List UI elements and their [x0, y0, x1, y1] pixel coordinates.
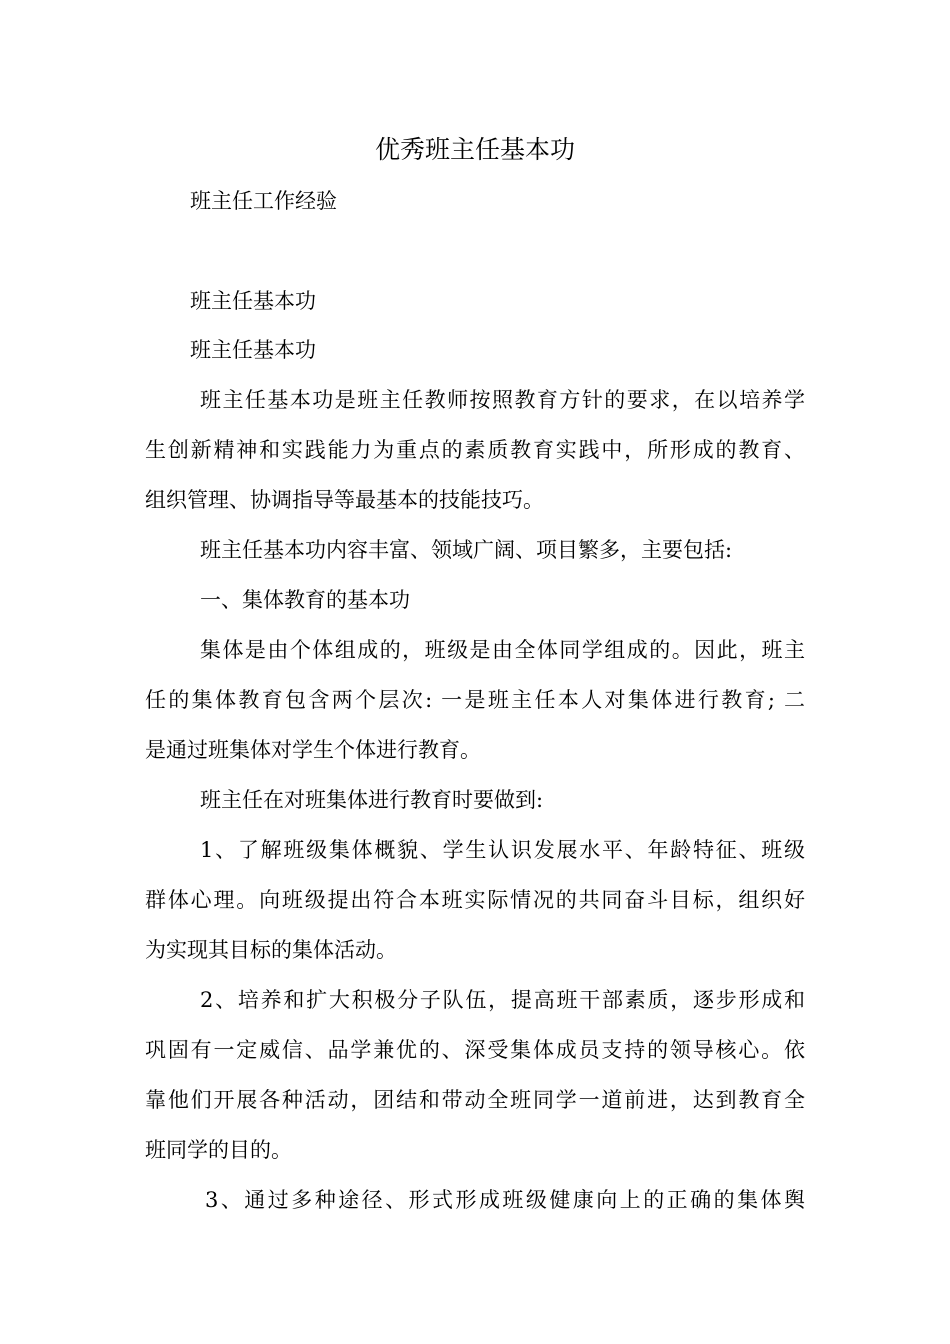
- paragraph-3-line-3: 是通过班集体对学生个体进行教育。: [145, 738, 481, 762]
- item-1-line-1: 1、了解班级集体概貌、学生认识发展水平、年龄特征、班级: [200, 838, 805, 862]
- section-1-heading: 一、集体教育的基本功: [200, 588, 410, 612]
- document-title: 优秀班主任基本功: [374, 135, 575, 164]
- item-2-line-4: 班同学的目的。: [145, 1138, 292, 1162]
- item-2-line-2: 巩固有一定威信、品学兼优的、深受集体成员支持的领导核心。依: [145, 1038, 805, 1062]
- paragraph-3-line-2: 任的集体教育包含两个层次: 一是班主任本人对集体进行教育; 二: [145, 688, 805, 712]
- subtitle: 班主任工作经验: [190, 189, 337, 213]
- item-2-line-3: 靠他们开展各种活动，团结和带动全班同学一道前进，达到教育全: [145, 1088, 805, 1112]
- item-1-line-2: 群体心理。向班级提出符合本班实际情况的共同奋斗目标，组织好: [145, 888, 805, 912]
- item-2-line-1: 2、培养和扩大积极分子队伍，提高班干部素质，逐步形成和: [200, 988, 805, 1012]
- item-1-line-3: 为实现其目标的集体活动。: [145, 938, 397, 962]
- paragraph-4: 班主任在对班集体进行教育时要做到:: [200, 788, 544, 812]
- paragraph-3-line-1: 集体是由个体组成的，班级是由全体同学组成的。因此，班主: [200, 638, 805, 662]
- item-3-line-1: 3、通过多种途径、形式形成班级健康向上的正确的集体舆: [205, 1188, 805, 1212]
- paragraph-1-line-3: 组织管理、协调指导等最基本的技能技巧。: [145, 488, 544, 512]
- paragraph-1-line-1: 班主任基本功是班主任教师按照教育方针的要求，在以培养学: [200, 388, 805, 412]
- heading-2: 班主任基本功: [190, 338, 316, 362]
- paragraph-1-line-2: 生创新精神和实践能力为重点的素质教育实践中，所形成的教育、: [145, 438, 805, 462]
- heading-1: 班主任基本功: [190, 289, 316, 313]
- paragraph-2: 班主任基本功内容丰富、领域广阔、项目繁多，主要包括:: [200, 538, 733, 562]
